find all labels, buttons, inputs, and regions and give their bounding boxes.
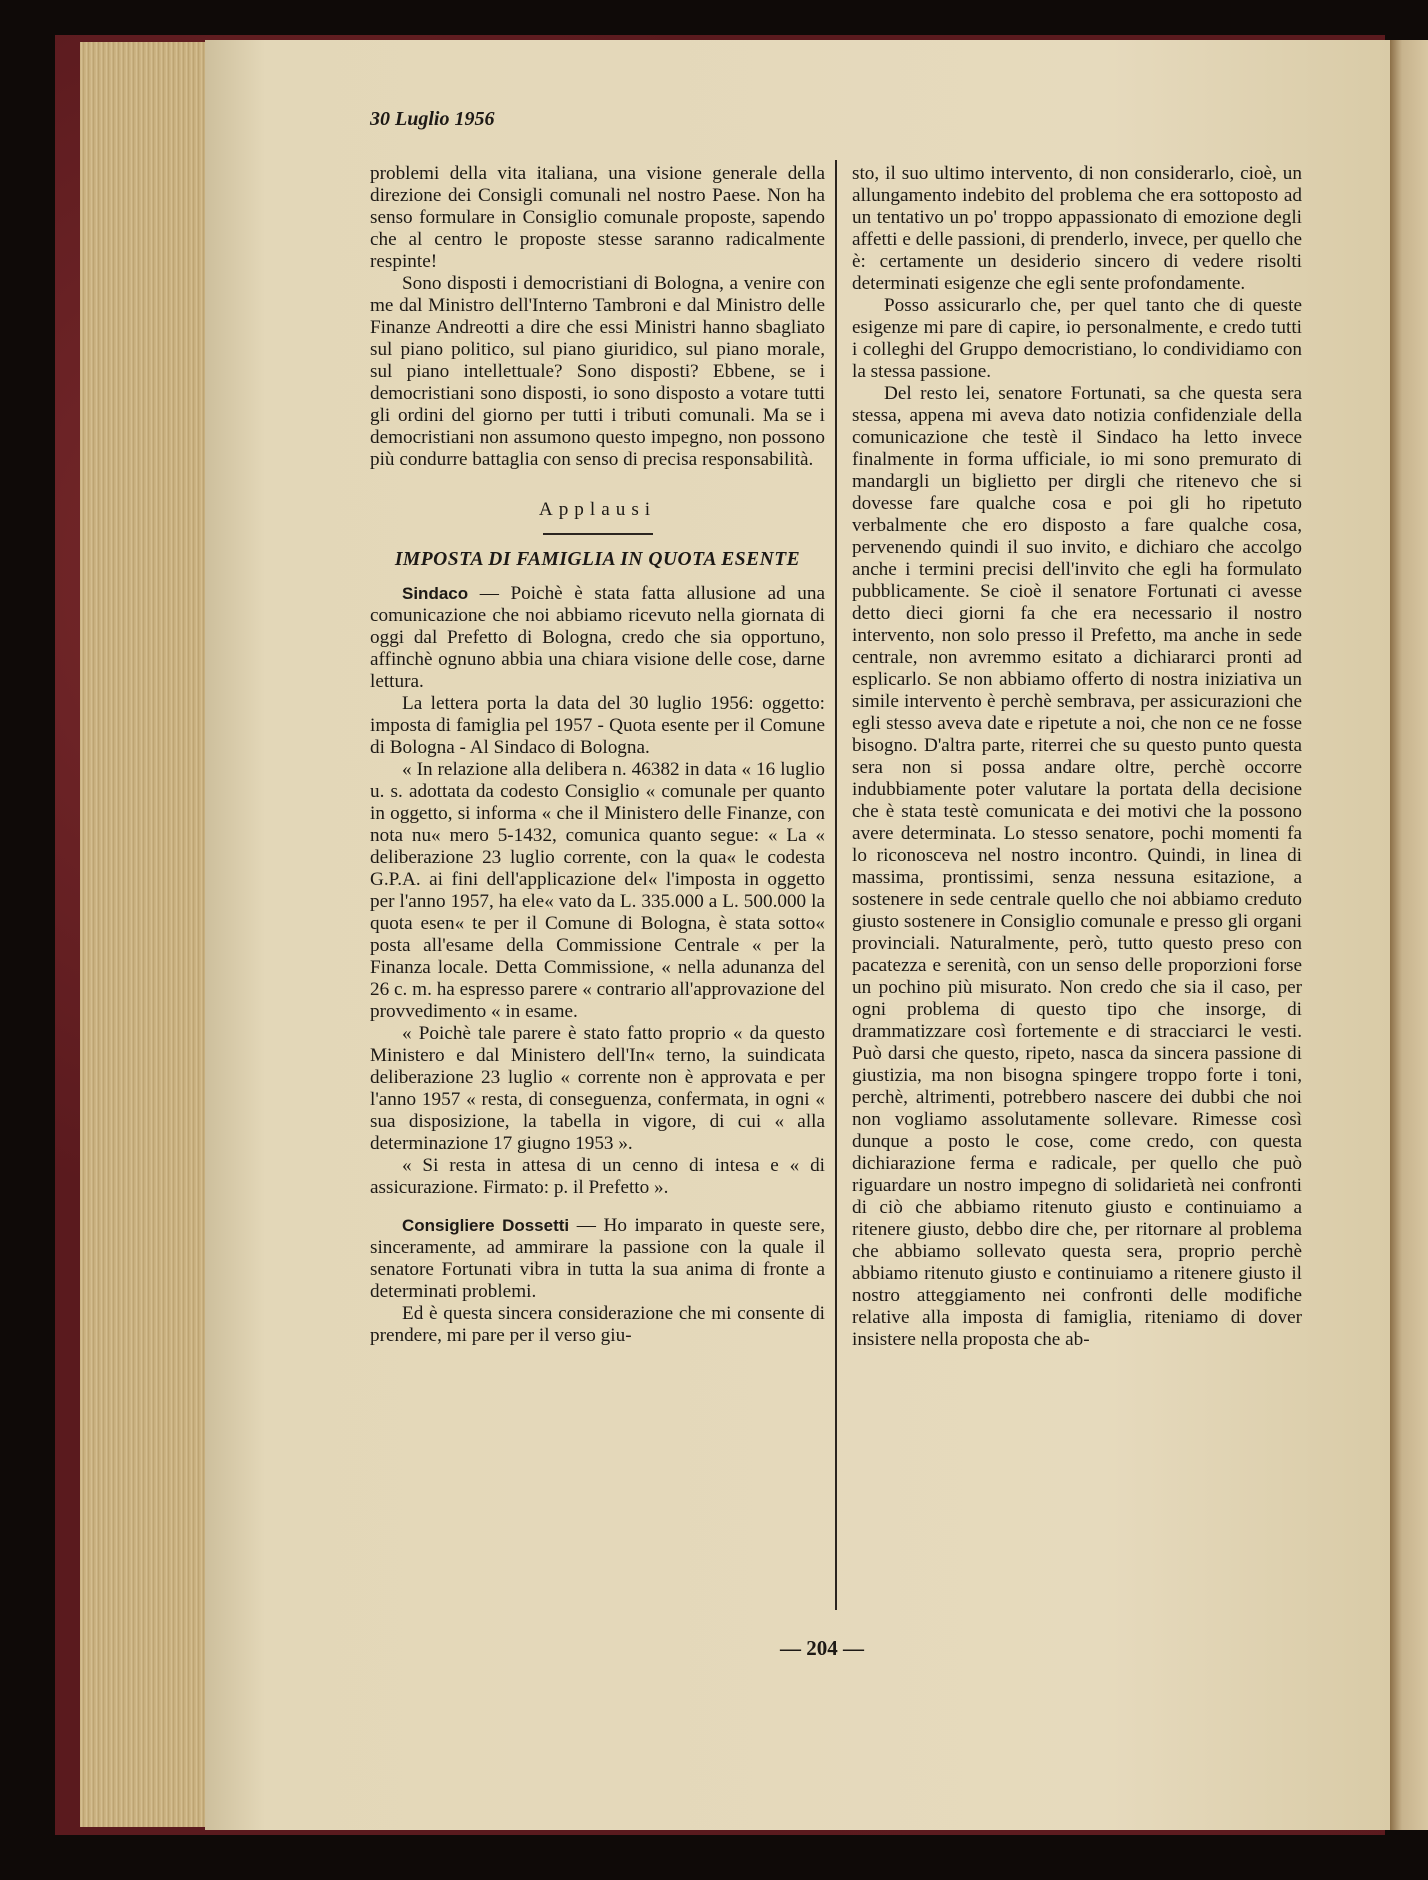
paragraph: Del resto lei, senatore Fortunati, sa che questa sera stessa, appena mi aveva dato notizia confidenziale della comunicazione che testè il Sindaco ha letto invece finalmente in forma ufficiale, io mi sono premurato di mandargli un biglietto per dirgli che ritenevo che si dovesse fare qualche cosa e poi gli ho ripetuto verbalmente che ero disposto a fare qualche cosa, pervenendo quindi il suo invito, e dichiaro che accolgo anche i termini precisi dell'invito che egli ha formulato pubblicamente. Se cioè il senatore Fortunati ci avesse detto dieci giorni fa che era necessario il nostro intervento, non solo presso il Prefetto, ma anche in sede centrale, non avremmo esitato a dichiararci pronti ad esplicarlo. Se non abbiamo offerto di nostra iniziativa un simile intervento è perchè sembrava, per assicurazioni che egli stesso aveva date e ripetute a noi, che non ce ne fosse bisogno. D'altra parte, riterrei che su questo punto questa sera non si possa andare oltre, perchè occorre indubbiamente poter valutare la portata della decisione che è stata testè comunicata e dei motivi che la possono avere determinata. Lo stesso senatore, pochi momenti fa lo riconosceva nel nostro incontro. Quindi, in linea di massima, prontissimi, senza nessuna esitazione, a sostenere in sede centrale quello che noi abbiamo creduto giusto sostenere in Consiglio comunale e presso gli organi provinciali. Naturalmente, però, tutto questo preso con pacatezza e serenità, con un senso delle proporzioni forse un pochino più misurato. Non credo che sia il caso, per ogni problema di questo tipo che insorge, di drammatizzare così fortemente e di stracciarci le vesti. Può darsi che questo, ripeto, nasca da sincera passione di giustizia, ma non bisogna spingere troppo forte i toni, perchè, altrimenti, potrebbero nascere dei dubbi che noi non vogliamo assolutamente sollevare. Rimesse così dunque a posto le cose, come credo, con questa dichiarazione ferma e radicale, per quello che può riguardare un nostro impegno di solidarietà nei confronti di ciò che abbiamo ritenuto giusto e continuiamo a ritenere giusto, debbo dire che, per ritornare al problema che abbiamo sollevato questa sera, proprio perchè abbiamo ritenuto giusto e continuiamo a ritenere giusto il nostro atteggiamento nei confronti delle modifiche relative alla imposta di famiglia, riteniamo di dover insistere nella proposta che ab- — [852, 383, 1302, 1350]
column-divider — [835, 160, 837, 1610]
left-column — [370, 163, 825, 1347]
speaker-name: Sindaco — [402, 584, 469, 603]
quoted-paragraph: « Si resta in attesa di un cenno di intesa e « di assicurazione. Firmato: p. il Prefetto ». — [370, 1155, 825, 1198]
quoted-paragraph: « Poichè tale parere è stato fatto proprio « da questo Ministero e dal Ministero dell'In« terno, la suindicata deliberazione 23 luglio « corrente non è approvata e per l'anno 1957 « resta, di conseguenza, confermata, in ogni « sua disposizione, la tabella in vigore, di cui « alla determinazione 17 giugno 1953 ». — [370, 1023, 825, 1154]
paragraph-text: — Ho imparato in queste sere, sinceramente, ad ammirare la passione con la quale il senatore Fortunati vibra in tutta la sua anima di fronte a determinati problemi. — [370, 1215, 825, 1302]
paragraph: La lettera porta la data del 30 luglio 1956: oggetto: imposta di famiglia pel 1957 - Quota esente per il Comune di Bologna - Al Sindaco di Bologna. — [370, 693, 825, 758]
page-edges — [80, 42, 210, 1827]
paragraph: Posso assicurarlo che, per quel tanto che di queste esigenze mi pare di capire, io personalmente, e credo tutti i colleghi del Gruppo democristiano, lo condividiamo con la stessa passione. — [852, 295, 1302, 382]
paragraph: sto, il suo ultimo intervento, di non considerarlo, cioè, un allungamento indebito del problema che era sottoposto ad un tentativo un po' troppo appassionato di emozione degli affetti e delle passioni, di prenderlo, invece, per quello che è: certamente un desiderio sincero di vedere risolti determinati esigenze che egli sente profondamente. — [852, 163, 1302, 294]
paragraph: Sono disposti i democristiani di Bologna, a venire con me dal Ministro dell'Interno Tambroni e dal Ministro delle Finanze Andreotti a dire che essi Ministri hanno sbagliato sul piano politico, sul piano giuridico, sul piano morale, sul piano intellettuale? Sono disposti? Ebbene, se i democristiani sono disposti, io sono disposto a votare tutti gli ordini del giorno per tutti i tributi comunali. Ma se i democristiani non assumono questo impegno, non possono più condurre battaglia con senso di precisa responsabilità. — [370, 273, 825, 470]
paragraph-text: — Poichè è stata fatta allusione ad una comunicazione che noi abbiamo ricevuto nella giornata di oggi dal Prefetto di Bologna, credo che sia opportuno, affinchè ognuno abbia una chiara visione delle cose, darne lettura. — [370, 583, 825, 692]
right-column — [852, 163, 1302, 1351]
paragraph: problemi della vita italiana, una visione generale della direzione dei Consigli comunali nel nostro Paese. Non ha senso formulare in Consiglio comunale proposte, sapendo che al centro le proposte stesse saranno radicalmente respinte! — [370, 163, 825, 272]
speaker-paragraph — [370, 1215, 825, 1303]
quoted-paragraph: « In relazione alla delibera n. 46382 in data « 16 luglio u. s. adottata da codesto Consiglio « comunale per quanto in oggetto, si informa « che il Ministero delle Finanze, con nota nu« mero 5-1432, comunica quanto segue: « La « deliberazione 23 luglio corrente, con la qua« le codesta G.P.A. ai fini dell'applicazione del« l'imposta in oggetto per l'anno 1957, ha ele« vato da L. 335.000 a L. 500.000 la quota esen« te per il Comune di Bologna, è stata sotto« posta all'esame della Commissione Centrale « per la Finanza locale. Detta Commissione, « nella adunanza del 26 c. m. ha espresso parere « contrario all'approvazione del provvedimento « in esame. — [370, 759, 825, 1022]
applausi-note: Applausi — [538, 499, 657, 520]
speaker-name: Consigliere Dossetti — [402, 1216, 570, 1235]
divider-rule — [543, 533, 653, 535]
paragraph: Ed è questa sincera considerazione che mi consente di prendere, mi pare per il verso giu- — [370, 1303, 825, 1346]
next-page-edge — [1390, 40, 1428, 1830]
section-title: IMPOSTA DI FAMIGLIA IN QUOTA ESENTE — [394, 549, 801, 570]
page-header-date: 30 Luglio 1956 — [370, 108, 495, 130]
page-number: — 204 — — [780, 1636, 864, 1660]
speaker-paragraph — [370, 583, 825, 693]
